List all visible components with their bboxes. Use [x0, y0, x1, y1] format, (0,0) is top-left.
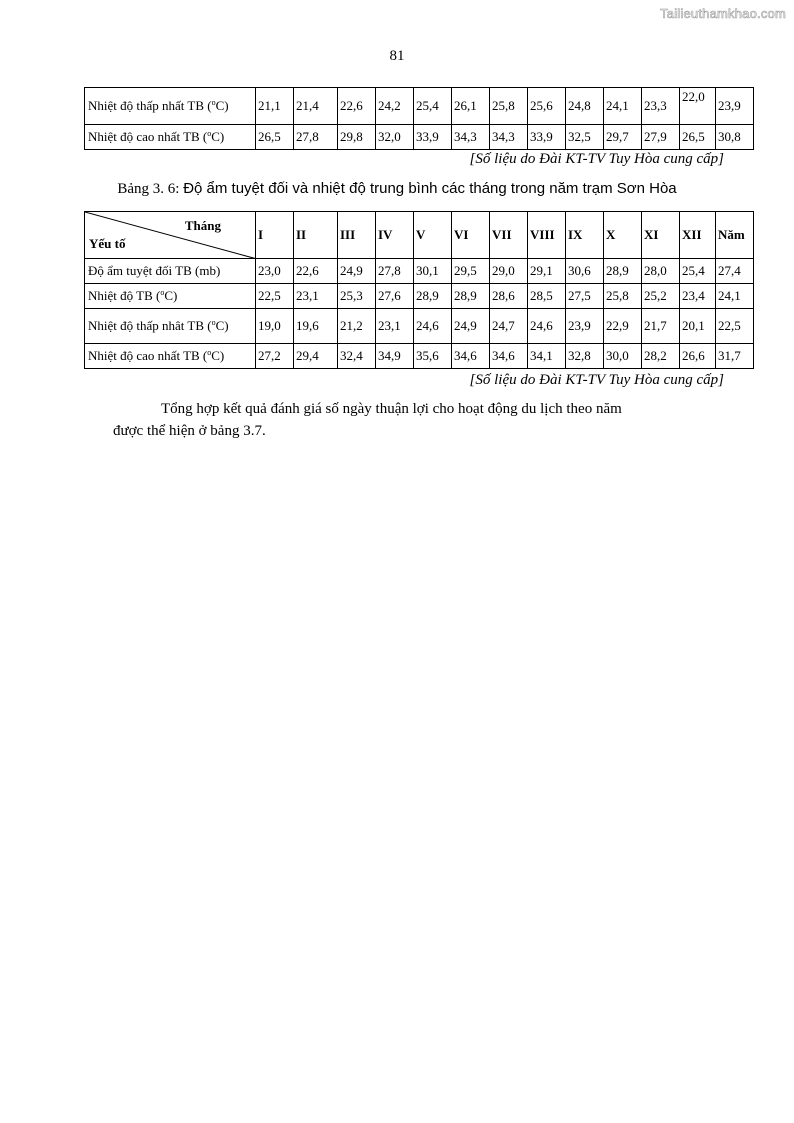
cell: 23,3: [642, 88, 680, 125]
cell: 28,9: [604, 259, 642, 284]
month-header: XII: [680, 212, 716, 259]
cell: 24,8: [566, 88, 604, 125]
cell: 25,2: [642, 284, 680, 309]
cell: 30,1: [414, 259, 452, 284]
diagonal-header-cell: [85, 212, 256, 259]
cell: 27,8: [376, 259, 414, 284]
month-header: III: [338, 212, 376, 259]
month-header: VII: [490, 212, 528, 259]
paragraph-line: được thể hiện ở bảng 3.7.: [113, 423, 266, 439]
cell: 32,0: [376, 125, 414, 150]
cell: 24,7: [490, 309, 528, 344]
month-header: IV: [376, 212, 414, 259]
cell: 34,9: [376, 344, 414, 369]
cell: 24,9: [338, 259, 376, 284]
cell: 24,6: [528, 309, 566, 344]
cell: 34,3: [452, 125, 490, 150]
row-label: Nhiệt độ cao nhất TB ($^o$C): [85, 344, 256, 369]
cell: 33,9: [528, 125, 566, 150]
source-note: [Số liệu do Đài KT-TV Tuy Hòa cung cấp]: [469, 372, 724, 388]
month-header: II: [294, 212, 338, 259]
cell: 29,7: [604, 125, 642, 150]
cell: 26,5: [680, 125, 716, 150]
cell: 30,6: [566, 259, 604, 284]
row-label: Nhiệt độ thấp nhât TB ($^o$C): [85, 309, 256, 344]
cell: 23,0: [256, 259, 294, 284]
cell: 20,1: [680, 309, 716, 344]
table-row: [85, 88, 754, 125]
cell: 30,8: [716, 125, 754, 150]
row-label: Độ ẩm tuyệt đối TB (mb): [85, 259, 256, 284]
cell: 34,6: [490, 344, 528, 369]
cell: 28,6: [490, 284, 528, 309]
cell: 29,1: [528, 259, 566, 284]
cell: 29,0: [490, 259, 528, 284]
cell: 31,7: [716, 344, 754, 369]
cell: 27,2: [256, 344, 294, 369]
header-yeu-to: Yếu tố: [89, 236, 126, 251]
header-thang: Tháng: [184, 218, 221, 233]
row-label: Nhiệt độ thấp nhất TB ($^o$C): [85, 88, 256, 125]
cell: 29,4: [294, 344, 338, 369]
cell: 25,6: [528, 88, 566, 125]
cell: 25,4: [680, 259, 716, 284]
watermark: Tailieuthamkhao.com: [660, 6, 786, 21]
cell: 29,8: [338, 125, 376, 150]
cell: 22,6: [294, 259, 338, 284]
cell: 22,6: [338, 88, 376, 125]
cell: 27,4: [716, 259, 754, 284]
cell: 28,9: [452, 284, 490, 309]
cell: 34,6: [452, 344, 490, 369]
cell: 26,1: [452, 88, 490, 125]
cell: 22,9: [604, 309, 642, 344]
cell: 30,0: [604, 344, 642, 369]
table-row: [85, 344, 754, 369]
cell: 23,1: [294, 284, 338, 309]
cell: 23,9: [566, 309, 604, 344]
cell: 23,1: [376, 309, 414, 344]
cell: 22,5: [256, 284, 294, 309]
table-header-row: [85, 212, 754, 259]
cell: 24,2: [376, 88, 414, 125]
cell: 26,5: [256, 125, 294, 150]
cell: 21,2: [338, 309, 376, 344]
cell: 34,1: [528, 344, 566, 369]
month-header: V: [414, 212, 452, 259]
cell: 32,5: [566, 125, 604, 150]
cell: 25,8: [604, 284, 642, 309]
cell: 28,5: [528, 284, 566, 309]
year-header: Năm: [716, 212, 754, 259]
cell: 33,9: [414, 125, 452, 150]
paragraph-line: Tổng hợp kết quả đánh giá số ngày thuận lợi cho hoạt động du lịch theo năm: [161, 401, 622, 417]
table-continuation: [84, 87, 754, 150]
cell: 25,4: [414, 88, 452, 125]
month-header: VI: [452, 212, 490, 259]
cell: 32,8: [566, 344, 604, 369]
cell: 21,1: [256, 88, 294, 125]
cell: 22,0: [680, 88, 716, 125]
cell: 27,6: [376, 284, 414, 309]
cell: 19,0: [256, 309, 294, 344]
month-header: I: [256, 212, 294, 259]
cell: 34,3: [490, 125, 528, 150]
table-row: [85, 284, 754, 309]
cell: 28,2: [642, 344, 680, 369]
cell: 19,6: [294, 309, 338, 344]
cell: 24,1: [604, 88, 642, 125]
page-number: 81: [389, 48, 405, 64]
cell: 25,8: [490, 88, 528, 125]
cell: 21,4: [294, 88, 338, 125]
table-row: [85, 309, 754, 344]
row-label: Nhiệt độ TB ($^o$C): [85, 284, 256, 309]
table-row: [85, 125, 754, 150]
cell: 23,4: [680, 284, 716, 309]
cell: 21,7: [642, 309, 680, 344]
cell: 24,1: [716, 284, 754, 309]
month-header: X: [604, 212, 642, 259]
cell: 22,5: [716, 309, 754, 344]
month-header: XI: [642, 212, 680, 259]
cell: 24,9: [452, 309, 490, 344]
cell: 35,6: [414, 344, 452, 369]
source-note: [Số liệu do Đài KT-TV Tuy Hòa cung cấp]: [469, 151, 724, 167]
table-son-hoa: [84, 211, 754, 369]
cell: 24,6: [414, 309, 452, 344]
month-header: VIII: [528, 212, 566, 259]
cell: 28,9: [414, 284, 452, 309]
cell: 28,0: [642, 259, 680, 284]
body-paragraph: [113, 398, 733, 442]
cell: 23,9: [716, 88, 754, 125]
cell: 29,5: [452, 259, 490, 284]
table-caption: Bảng 3. 6: Độ ẩm tuyệt đối và nhiệt độ trung bình các tháng trong năm trạm Sơn Hòa: [117, 180, 677, 197]
cell: 32,4: [338, 344, 376, 369]
row-label: Nhiệt độ cao nhất TB ($^o$C): [85, 125, 256, 150]
table-row: [85, 259, 754, 284]
cell: 27,5: [566, 284, 604, 309]
cell: 25,3: [338, 284, 376, 309]
cell: 26,6: [680, 344, 716, 369]
cell: 27,8: [294, 125, 338, 150]
cell: 27,9: [642, 125, 680, 150]
month-header: IX: [566, 212, 604, 259]
